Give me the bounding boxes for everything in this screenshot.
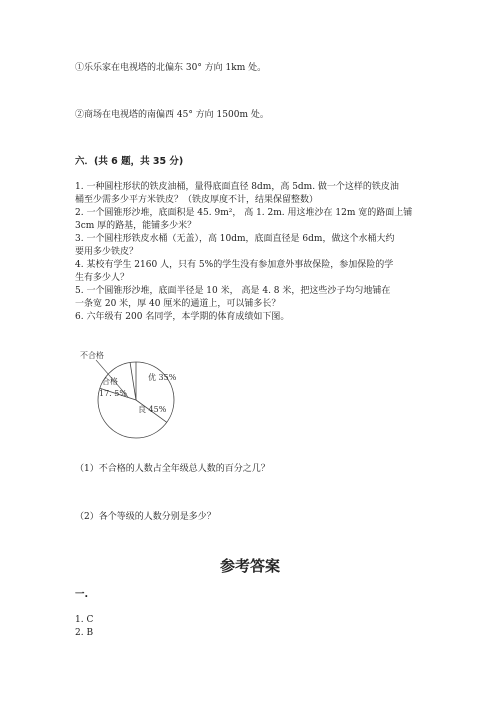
- q-line-11: 6. 六年级有 200 名同学，本学期的体育成绩如下图。: [75, 312, 290, 322]
- label-buhege: 不合格: [80, 351, 104, 360]
- q-line-1: 1. 一种圆柱形状的铁皮油桶，量得底面直径 8dm，高 5dm. 做一个这样的铁皮油: [75, 182, 399, 192]
- sub-question-1: （1）不合格的人数占全年级总人数的百分之几？: [75, 464, 270, 474]
- q-line-2: 桶至少需多少平方米铁皮？（铁皮厚度不计，结果保留整数）: [75, 195, 319, 205]
- label-hege-2: 17. 5%: [99, 389, 127, 398]
- sub-question-2: （2）各个等级的人数分别是多少？: [75, 512, 216, 522]
- answer-1: 1. C: [75, 615, 94, 625]
- q-line-9: 5. 一个圆锥形沙堆，底面半径是 10 米， 高是 4. 8 米，把这些沙子均匀地铺在: [75, 286, 391, 296]
- q-line-6: 要用多少铁皮？: [75, 247, 139, 257]
- q-line-10: 一条宽 20 米，厚 40 厘米的通道上，可以铺多长？: [75, 299, 281, 309]
- item-1: ①乐乐家在电视塔的北偏东 30° 方向 1km 处。: [75, 63, 267, 73]
- q-line-7: 4. 某校有学生 2160 人，只有 5%的学生没有参加意外事故保险，参加保险的学: [75, 260, 394, 270]
- section-6-heading: 六．(共 6 题，共 35 分): [75, 156, 184, 167]
- q-line-5: 3. 一个圆柱形铁皮水桶（无盖），高 10dm，底面直径是 6dm，做这个水桶大约: [75, 234, 395, 244]
- label-hege-1: 合格: [102, 377, 118, 386]
- q-line-4: 3cm 厚的路基，能铺多少米？: [75, 221, 197, 231]
- label-you: 优 35%: [148, 373, 177, 382]
- answer-2: 2. B: [75, 628, 94, 638]
- q-line-8: 生有多少人？: [75, 273, 130, 283]
- answers-section-1: 一.: [75, 589, 89, 600]
- label-liang: 良 45%: [138, 405, 167, 414]
- item-2: ②商场在电视塔的南偏西 45° 方向 1500m 处。: [75, 110, 269, 120]
- q-line-3: 2. 一个圆锥形沙堆，底面积是 45. 9m²， 高 1. 2m. 用这堆沙在 12m 宽的路面上铺: [75, 208, 413, 218]
- pie-slice-boundary-4: [130, 362, 136, 400]
- answers-title: 参考答案: [219, 557, 280, 575]
